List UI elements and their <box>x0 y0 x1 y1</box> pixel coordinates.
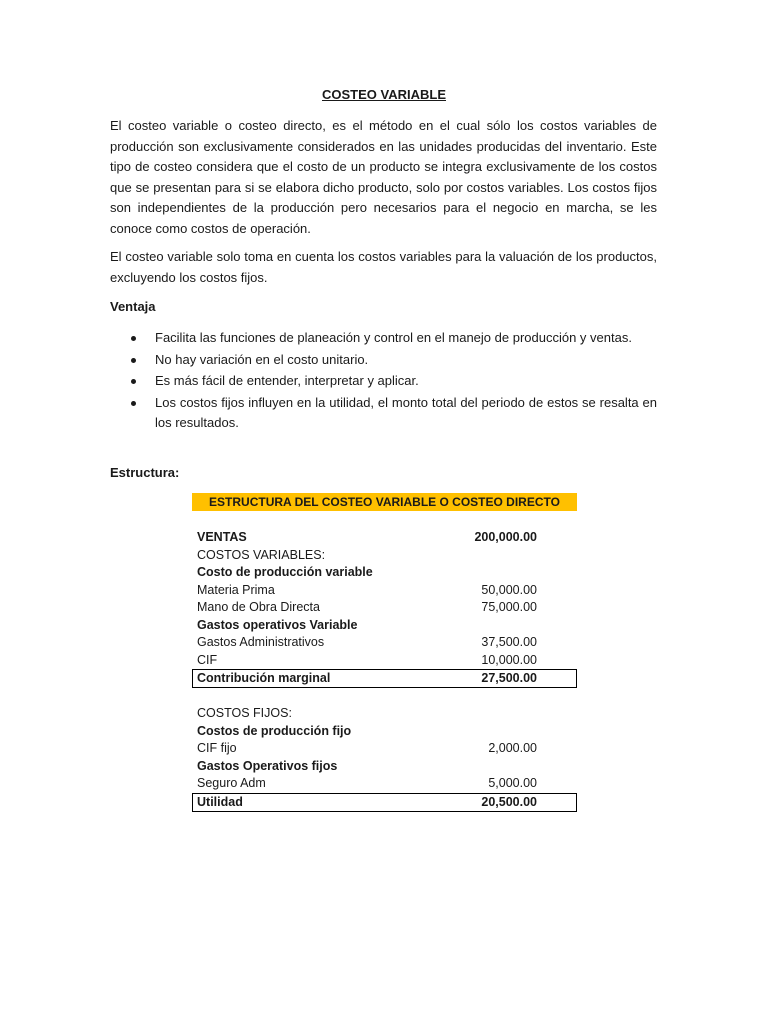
second-paragraph: El costeo variable solo toma en cuenta los costos variables para la valuación de los productos, excluyendo los costos fijos. <box>110 249 657 285</box>
row-value: 200,000.00 <box>474 530 537 544</box>
table-row <box>192 705 577 723</box>
row-label: CIF fijo <box>197 741 237 755</box>
table-row <box>192 599 577 617</box>
row-label: Gastos Administrativos <box>197 635 325 649</box>
row-label: Costo de producción variable <box>197 565 373 579</box>
bullet-icon <box>131 401 136 406</box>
row-label: Utilidad <box>197 795 243 809</box>
table-header: ESTRUCTURA DEL COSTEO VARIABLE O COSTEO DIRECTO <box>192 493 577 511</box>
table-row <box>192 547 577 565</box>
bullet-icon <box>131 336 136 341</box>
list-item: Facilita las funciones de planeación y control en el manejo de producción y ventas. <box>110 328 657 349</box>
row-label: CIF <box>197 652 218 667</box>
table-row <box>192 582 577 600</box>
estructura-heading: Estructura: <box>110 465 180 480</box>
list-item: Es más fácil de entender, interpretar y aplicar. <box>110 371 657 392</box>
row-label: COSTOS VARIABLES: <box>197 547 326 562</box>
table-row <box>192 740 577 758</box>
table-row <box>192 617 577 635</box>
row-label: Gastos Operativos fijos <box>197 758 338 773</box>
table-row <box>192 634 577 652</box>
table-row <box>192 758 577 776</box>
row-label: Gastos operativos Variable <box>197 617 358 632</box>
row-label: COSTOS FIJOS: <box>197 706 292 720</box>
row-label: VENTAS <box>197 530 247 544</box>
table-row <box>192 564 577 582</box>
list-item: Los costos fijos influyen en la utilidad, el monto total del periodo de estos se resalta en los resultados. <box>110 393 657 434</box>
row-label: Seguro Adm <box>197 776 266 790</box>
bullet-icon <box>131 379 136 384</box>
intro-paragraph: El costeo variable o costeo directo, es el método en el cual sólo los costos variables de producción son exclusivamente considerados en las unidades producidas del inventario. Este tipo de costeo considera que el costo de un producto se integra exclusivamente de los costos que se presentan para si se elabora dicho producto, solo por costos variables. Los costos fijos son independientes de la producción pero necesarios para el negocio en marcha, se les conoce como costos de operación. <box>110 118 657 236</box>
table-row <box>192 775 577 793</box>
table-row <box>192 723 577 741</box>
row-value: 27,500.00 <box>481 671 537 685</box>
table-row <box>192 652 577 670</box>
row-value: 5,000.00 <box>488 776 537 790</box>
contribution-margin-row <box>192 669 577 688</box>
row-value: 75,000.00 <box>481 600 537 614</box>
row-label: Materia Prima <box>197 582 275 597</box>
ventaja-list <box>110 328 657 435</box>
row-label: Contribución marginal <box>197 671 331 685</box>
row-label: Costos de producción fijo <box>197 723 352 738</box>
list-item: No hay variación en el costo unitario. <box>110 350 657 371</box>
ventaja-heading: Ventaja <box>110 299 156 314</box>
bullet-icon <box>131 358 136 363</box>
row-label: Mano de Obra Directa <box>197 600 320 614</box>
row-value: 20,500.00 <box>481 795 537 809</box>
table-row <box>192 529 577 547</box>
page-title: COSTEO VARIABLE <box>322 87 446 102</box>
row-value: 50,000.00 <box>481 582 537 597</box>
row-value: 2,000.00 <box>488 741 537 755</box>
utilidad-row <box>192 793 577 812</box>
row-value: 37,500.00 <box>481 635 537 649</box>
row-value: 10,000.00 <box>481 652 537 667</box>
